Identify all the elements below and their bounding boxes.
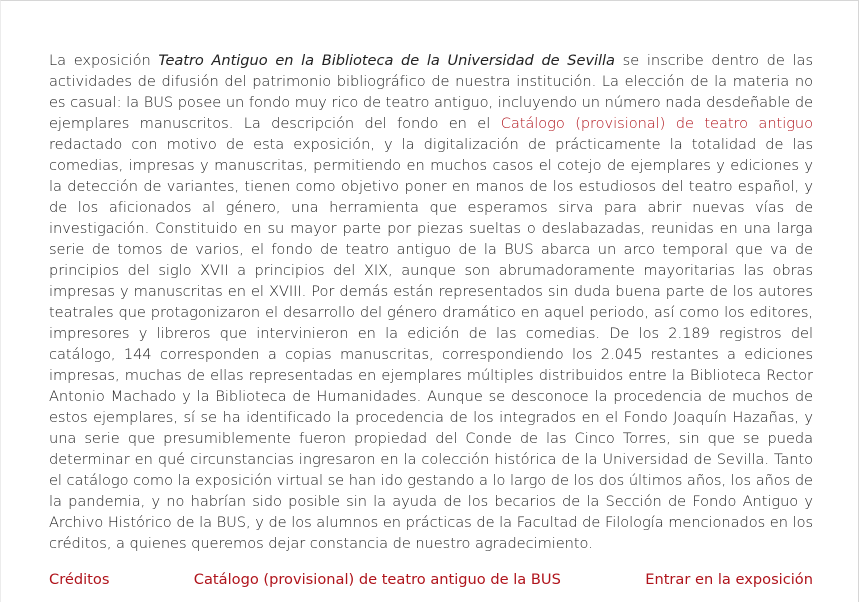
intro-text-1: La exposición [49,52,159,69]
credits-link[interactable]: Créditos [49,571,110,588]
intro-paragraph [49,50,813,554]
main-content [49,50,813,554]
exhibition-title: Teatro Antiguo en la Biblioteca de la Universidad de Sevilla [158,52,615,69]
intro-text-2: se inscribe dentro de las actividades de difusión del patrimonio bibliográfico de nuestra institución. La elección de la materia no es casual: la BUS posee un fondo muy rico de teatro antiguo, incluyendo un número nada desdeñable de ejemplares manuscritos. La descripción del fondo en el [49,52,813,132]
enter-exhibition-link[interactable]: Entrar en la exposición [645,571,813,588]
catalog-inline-link[interactable]: Catálogo (provisional) de teatro antiguo [500,115,813,132]
catalog-link[interactable]: Catálogo (provisional) de teatro antiguo de la BUS [193,571,561,588]
footer-nav [49,569,813,590]
intro-text-3: redactado con motivo de esta exposición, y la digitalización de prácticamente la totalidad de las comedias, impresas y manuscritas, permitiendo en muchos casos el cotejo de ejemplares y ediciones y la detección de variantes, tienen como objetivo poner en manos de los estudiosos del teatro español, y de los aficionados al género, una herramienta que esperamos sirva para abrir nuevas vías de investigación. Constituido en su mayor parte por piezas sueltas o deslabazadas, reunidas en una larga serie de tomos de varios, el fondo de teatro antiguo de la BUS abarca un arco temporal que va de principios del siglo XVII a principios del XIX, aunque son abrumadoramente mayoritarias las obras impresas y manuscritas en el XVIII. Por demás están representados sin duda buena parte de los autores teatrales que protagonizaron el desarrollo del género dramático en aquel periodo, así como los editores, impresores y libreros que intervinieron en la edición de las comedias. De los 2.189 registros del catálogo, 144 corresponden a copias manuscritas, correspondiendo los 2.045 restantes a ediciones impresas, muchas de ellas representadas en ejemplares múltiples distribuidos entre la Biblioteca Rector Antonio Machado y la Biblioteca de Humanidades. Aunque se desconoce la procedencia de muchos de estos ejemplares, sí se ha identificado la procedencia de los integrados en el Fondo Joaquín Hazañas, y una serie que presumiblemente fueron propiedad del Conde de las Cinco Torres, sin que se pueda determinar en qué circunstancias ingresaron en la colección histórica de la Universidad de Sevilla. Tanto el catálogo como la exposición virtual se han ido gestando a lo largo de los dos últimos años, los años de la pandemia, y no habrían sido posible sin la ayuda de los becarios de la Sección de Fondo Antiguo y Archivo Histórico de la BUS, y de los alumnos en prácticas de la Facultad de Filología mencionados en los créditos, a quienes queremos dejar constancia de nuestro agradecimiento. [49,136,813,552]
